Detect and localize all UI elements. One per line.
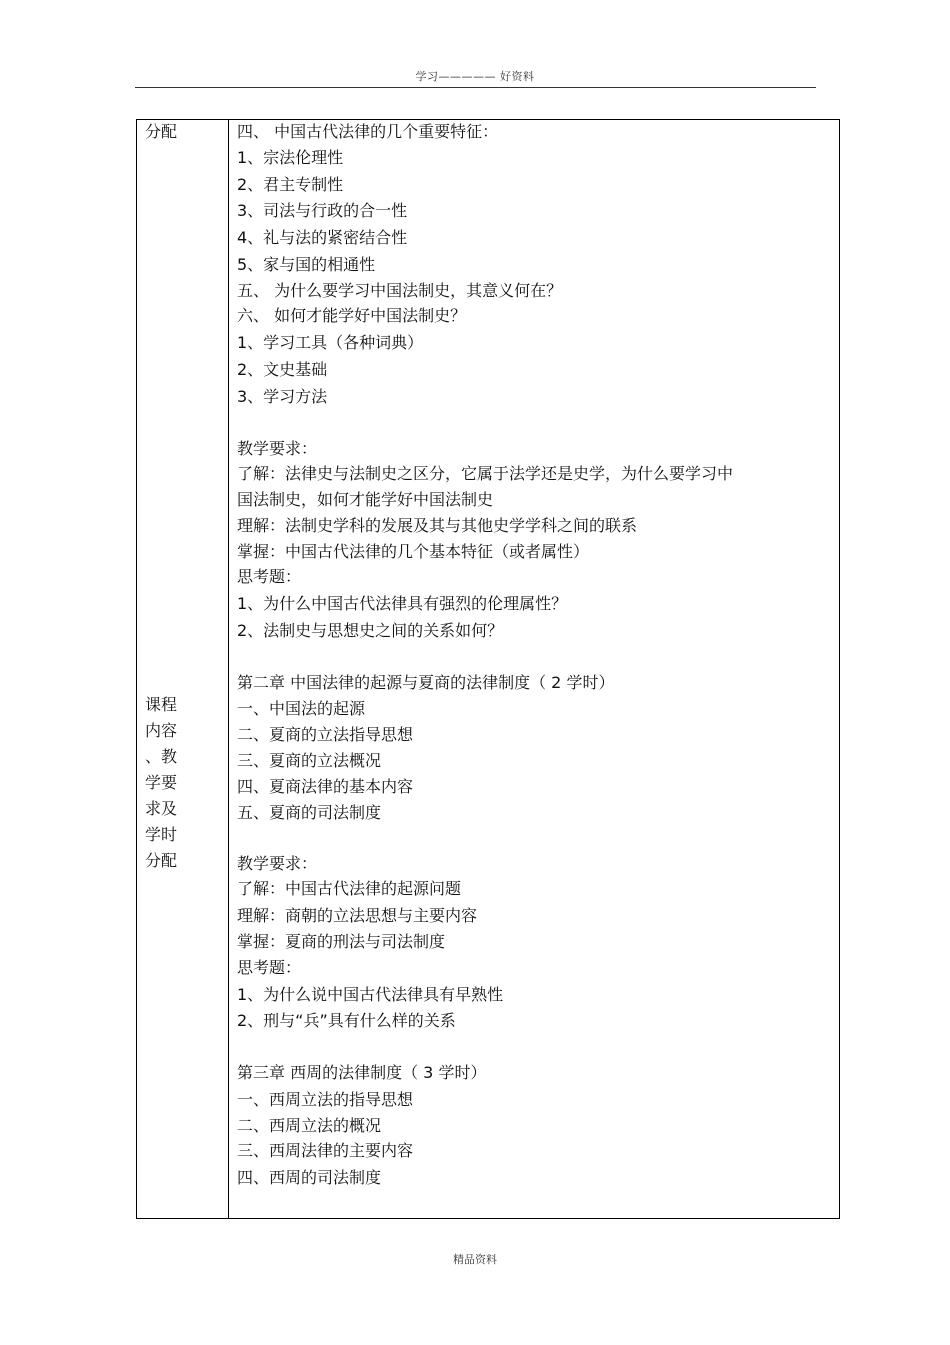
- questions-heading: 思考题：: [237, 958, 302, 977]
- list-item: 一、中国法的起源: [237, 699, 366, 718]
- requirements-heading: 教学要求：: [237, 439, 318, 458]
- question-item: 2、法制史与思想史之间的关系如何？: [237, 621, 504, 640]
- list-item: 四、西周的司法制度: [237, 1168, 382, 1187]
- list-item: 四、夏商法律的基本内容: [237, 777, 414, 796]
- questions-heading: 思考题：: [237, 567, 302, 586]
- left-label-line: 学时: [145, 825, 178, 844]
- page-footer: 精品资料: [453, 1253, 497, 1266]
- list-item: 5、家与国的相通性: [237, 255, 376, 274]
- list-item: 4、礼与法的紧密结合性: [237, 228, 408, 247]
- requirement-line: 了解：中国古代法律的起源问题: [237, 879, 462, 898]
- requirement-line: 理解：法制史学科的发展及其与其他史学学科之间的联系: [237, 516, 638, 535]
- list-item: 三、夏商的立法概况: [237, 751, 382, 770]
- left-label-column: [137, 120, 229, 1218]
- list-item: 3、司法与行政的合一性: [237, 201, 408, 220]
- section-heading: 六、 如何才能学好中国法制史？: [237, 306, 467, 325]
- section-heading: 四、 中国古代法律的几个重要特征：: [237, 122, 499, 141]
- requirement-line: 了解：法律史与法制史之区分，它属于法学还是史学，为什么要学习中: [237, 464, 734, 483]
- list-item: 二、夏商的立法指导思想: [237, 725, 414, 744]
- header-divider: [135, 87, 816, 88]
- syllabus-table: [136, 119, 840, 1219]
- list-item: 1、宗法伦理性: [237, 148, 344, 167]
- section-heading: 五、 为什么要学习中国法制史，其意义何在？: [237, 281, 563, 300]
- list-item: 1、学习工具（各种词典）: [237, 333, 424, 352]
- list-item: 五、夏商的司法制度: [237, 803, 382, 822]
- list-item: 3、学习方法: [237, 387, 328, 406]
- list-item: 2、文史基础: [237, 360, 328, 379]
- page-header: 学习————— 好资料: [415, 70, 535, 83]
- left-top-label: 分配: [145, 122, 178, 141]
- left-label-line: 学要: [145, 773, 178, 792]
- list-item: 三、西周法律的主要内容: [237, 1141, 414, 1160]
- question-item: 1、为什么中国古代法律具有强烈的伦理属性？: [237, 594, 568, 613]
- chapter-title: 第二章 中国法律的起源与夏商的法律制度（ 2 学时）: [237, 673, 615, 692]
- left-label-line: 课程: [145, 695, 178, 714]
- requirement-line: 理解：商朝的立法思想与主要内容: [237, 906, 478, 925]
- requirements-heading: 教学要求：: [237, 854, 318, 873]
- requirement-line: 掌握：夏商的刑法与司法制度: [237, 932, 446, 951]
- list-item: 一、西周立法的指导思想: [237, 1090, 414, 1109]
- left-label-line: 内容: [145, 721, 178, 740]
- question-item: 1、为什么说中国古代法律具有早熟性: [237, 985, 504, 1004]
- requirement-line: 国法制史，如何才能学好中国法制史: [237, 490, 494, 509]
- list-item: 二、西周立法的概况: [237, 1116, 382, 1135]
- question-item: 2、刑与“兵”具有什么样的关系: [237, 1011, 456, 1030]
- left-label-line: 分配: [145, 851, 178, 870]
- left-section-label: [145, 692, 177, 874]
- requirement-line: 掌握：中国古代法律的几个基本特征（或者属性）: [237, 542, 590, 561]
- chapter-title: 第三章 西周的法律制度（ 3 学时）: [237, 1063, 487, 1082]
- left-label-line: 、教: [145, 747, 178, 766]
- list-item: 2、君主专制性: [237, 175, 344, 194]
- left-label-line: 求及: [145, 799, 178, 818]
